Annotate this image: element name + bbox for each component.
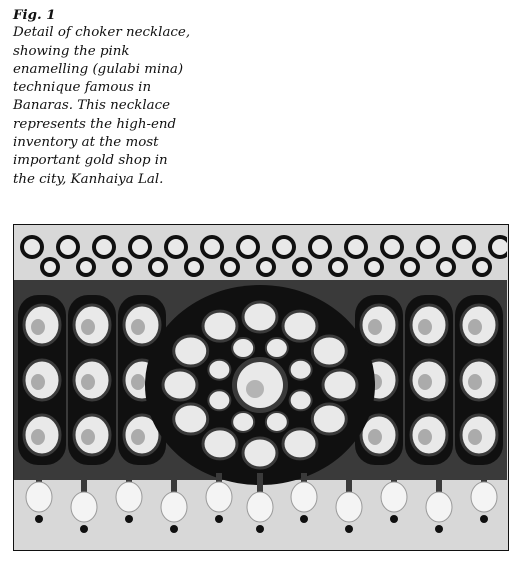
pearl-bead <box>390 515 398 523</box>
chain-stone <box>260 261 272 273</box>
chain-stone <box>384 239 400 255</box>
pearl-drop-link <box>346 473 352 493</box>
chain-stone <box>240 239 256 255</box>
medallion-petal <box>243 438 277 468</box>
figure-label: Fig. 1 <box>13 7 56 23</box>
pearl <box>206 482 232 512</box>
chain-stone <box>440 261 452 273</box>
stone-shadow <box>131 319 145 335</box>
pearl <box>291 482 317 512</box>
stone-shadow <box>368 429 382 445</box>
pearl-bead <box>170 525 178 533</box>
medallion-petal <box>283 429 317 459</box>
pearl-bead <box>435 525 443 533</box>
chain-stone <box>420 239 436 255</box>
medallion-inner-stone <box>290 390 312 410</box>
chain-stone <box>132 239 148 255</box>
medallion-petal <box>203 311 237 341</box>
chain-stone <box>476 261 488 273</box>
chain-stone <box>312 239 328 255</box>
pearl <box>381 482 407 512</box>
pearl-drop-link <box>257 473 263 493</box>
medallion-petal <box>312 404 346 434</box>
caption-line: Banaras. This necklace <box>13 98 171 114</box>
pearl-bead <box>480 515 488 523</box>
chain-stone <box>368 261 380 273</box>
medallion-petal <box>283 311 317 341</box>
caption-line: technique famous in <box>13 80 152 96</box>
stone-shadow <box>368 319 382 335</box>
medallion-petal <box>174 336 208 366</box>
chain-stone <box>204 239 220 255</box>
medallion-petal <box>243 302 277 332</box>
chain-stone <box>348 239 364 255</box>
pearl <box>161 492 187 522</box>
caption-line: represents the high-end <box>13 116 177 132</box>
pearl <box>247 492 273 522</box>
stone-shadow <box>418 429 432 445</box>
pearl <box>71 492 97 522</box>
chain-stone <box>116 261 128 273</box>
medallion-petal <box>203 429 237 459</box>
caption-line: showing the pink <box>13 43 130 59</box>
pearl-bead <box>345 525 353 533</box>
pearl <box>426 492 452 522</box>
chain-stone <box>404 261 416 273</box>
caption-line: enamelling (gulabi mina) <box>13 61 184 77</box>
pearl-bead <box>300 515 308 523</box>
stone-shadow <box>131 374 145 390</box>
pearl <box>336 492 362 522</box>
pearl-drop-link <box>171 473 177 493</box>
pearl <box>116 482 142 512</box>
pearl-drop-link <box>436 473 442 493</box>
stone-shadow <box>81 429 95 445</box>
pearl-bead <box>256 525 264 533</box>
pearl-bead <box>215 515 223 523</box>
medallion-inner-stone <box>266 338 288 358</box>
stone-shadow <box>31 319 45 335</box>
chain-stone <box>332 261 344 273</box>
chain-stone <box>60 239 76 255</box>
pearl-bead <box>125 515 133 523</box>
medallion-petal <box>174 404 208 434</box>
medallion-inner-stone <box>208 390 230 410</box>
medallion-inner-stone <box>290 360 312 380</box>
chain-stone <box>44 261 56 273</box>
caption-line: Detail of choker necklace, <box>13 25 191 41</box>
stone-shadow <box>468 429 482 445</box>
stone-shadow <box>468 319 482 335</box>
pearl <box>26 482 52 512</box>
pearl-bead <box>35 515 43 523</box>
stone-shadow <box>81 319 95 335</box>
medallion-petal <box>323 370 357 400</box>
chain-stone <box>24 239 40 255</box>
stone-shadow <box>31 374 45 390</box>
caption-line: the city, Kanhaiya Lal. <box>13 171 164 187</box>
chain-stone <box>152 261 164 273</box>
chain-stone <box>456 239 472 255</box>
figure-caption <box>13 6 213 189</box>
pearl-bead <box>80 525 88 533</box>
medallion-petal <box>163 370 197 400</box>
caption-line: important gold shop in <box>13 153 168 169</box>
stone-shadow <box>468 374 482 390</box>
pearl-drop-link <box>81 473 87 493</box>
necklace-photo <box>13 224 509 551</box>
medallion-inner-stone <box>232 338 254 358</box>
medallion-inner-stone <box>208 360 230 380</box>
stone-shadow <box>131 429 145 445</box>
necklace-illustration <box>14 225 507 549</box>
chain-stone <box>224 261 236 273</box>
chain-stone <box>296 261 308 273</box>
medallion-petal <box>312 336 346 366</box>
chain-stone <box>168 239 184 255</box>
chain-stone <box>80 261 92 273</box>
chain-stone <box>96 239 112 255</box>
pearl <box>471 482 497 512</box>
chain-stone <box>188 261 200 273</box>
stone-shadow <box>31 429 45 445</box>
stone-shadow <box>418 319 432 335</box>
medallion-inner-stone <box>266 412 288 432</box>
caption-line: inventory at the most <box>13 135 159 151</box>
medallion-inner-stone <box>232 412 254 432</box>
stone-shadow <box>81 374 95 390</box>
center-stone-shadow <box>246 380 264 398</box>
chain-stone <box>276 239 292 255</box>
stone-shadow <box>418 374 432 390</box>
